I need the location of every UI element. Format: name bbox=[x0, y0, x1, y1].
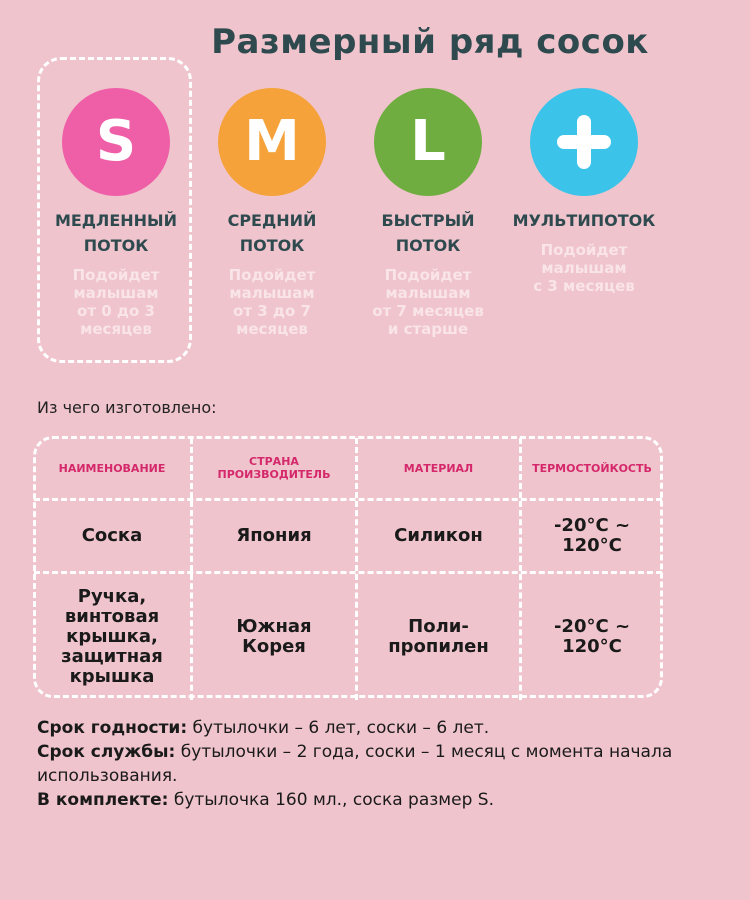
header-country: СТРАНА ПРОИЗВОДИТЕЛЬ bbox=[190, 438, 355, 498]
size-card-multi bbox=[506, 88, 662, 295]
size-list bbox=[38, 88, 718, 358]
size-l-badge bbox=[374, 88, 482, 196]
size-s-badge bbox=[62, 88, 170, 196]
kit-text: бутылочка 160 мл., соска размер S. bbox=[168, 790, 494, 810]
size-m-description: Подойдет малышам от 3 до 7 месяцев bbox=[228, 266, 316, 338]
size-multi-description: Подойдет малышам с 3 месяцев bbox=[533, 241, 635, 295]
size-card-l bbox=[350, 88, 506, 338]
size-card-m bbox=[194, 88, 350, 338]
size-s-letter: S bbox=[95, 109, 137, 174]
cell-heat-resistance: -20°C ~ 120°C bbox=[519, 574, 662, 700]
cell-country: Южная Корея bbox=[190, 574, 355, 700]
kit-line bbox=[37, 788, 727, 812]
size-s-name: МЕДЛЕННЫЙ ПОТОК bbox=[54, 211, 178, 255]
size-l-name: БЫСТРЫЙ ПОТОК bbox=[381, 211, 475, 255]
cell-country: Япония bbox=[190, 501, 355, 571]
table-row bbox=[34, 571, 662, 700]
size-m-name: СРЕДНИЙ ПОТОК bbox=[227, 211, 317, 255]
size-s-description: Подойдет малышам от 0 до 3 месяцев bbox=[72, 266, 160, 338]
service-life-text: бутылочки – 2 года, соски – 1 месяц с момента начала использования. bbox=[37, 742, 673, 786]
table-row bbox=[34, 498, 662, 571]
size-m-letter: M bbox=[244, 109, 300, 174]
shelf-life-line bbox=[37, 716, 727, 740]
size-multi-name: МУЛЬТИПОТОК bbox=[512, 211, 656, 230]
service-life-label: Срок службы: bbox=[37, 742, 176, 762]
product-info bbox=[37, 716, 727, 812]
header-heat-resistance: ТЕРМОСТОЙКОСТЬ bbox=[519, 438, 662, 498]
table-header-row bbox=[34, 438, 662, 498]
kit-label: В комплекте: bbox=[37, 790, 169, 810]
shelf-life-text: бутылочки – 6 лет, соски – 6 лет. bbox=[187, 718, 490, 738]
size-card-s bbox=[38, 88, 194, 338]
plus-icon bbox=[557, 115, 611, 169]
cell-name: Ручка, винтовая крышка, защитная крышка bbox=[61, 586, 163, 687]
shelf-life-label: Срок годности: bbox=[37, 718, 188, 738]
cell-heat-resistance: -20°C ~ 120°C bbox=[519, 501, 662, 571]
header-name: НАИМЕНОВАНИЕ bbox=[58, 461, 166, 475]
cell-material: Поли- пропилен bbox=[355, 574, 519, 700]
size-multi-badge bbox=[530, 88, 638, 196]
made-of-label: Из чего изготовлено: bbox=[37, 398, 217, 417]
size-l-letter: L bbox=[410, 109, 446, 174]
page-title: Размерный ряд сосок bbox=[211, 22, 649, 62]
size-l-description: Подойдет малышам от 7 месяцев и старше bbox=[372, 266, 484, 338]
cell-name: Соска bbox=[81, 525, 143, 546]
materials-table bbox=[34, 438, 662, 700]
service-life-line bbox=[37, 740, 727, 788]
size-m-badge bbox=[218, 88, 326, 196]
cell-material: Силикон bbox=[355, 501, 519, 571]
header-material: МАТЕРИАЛ bbox=[355, 438, 519, 498]
